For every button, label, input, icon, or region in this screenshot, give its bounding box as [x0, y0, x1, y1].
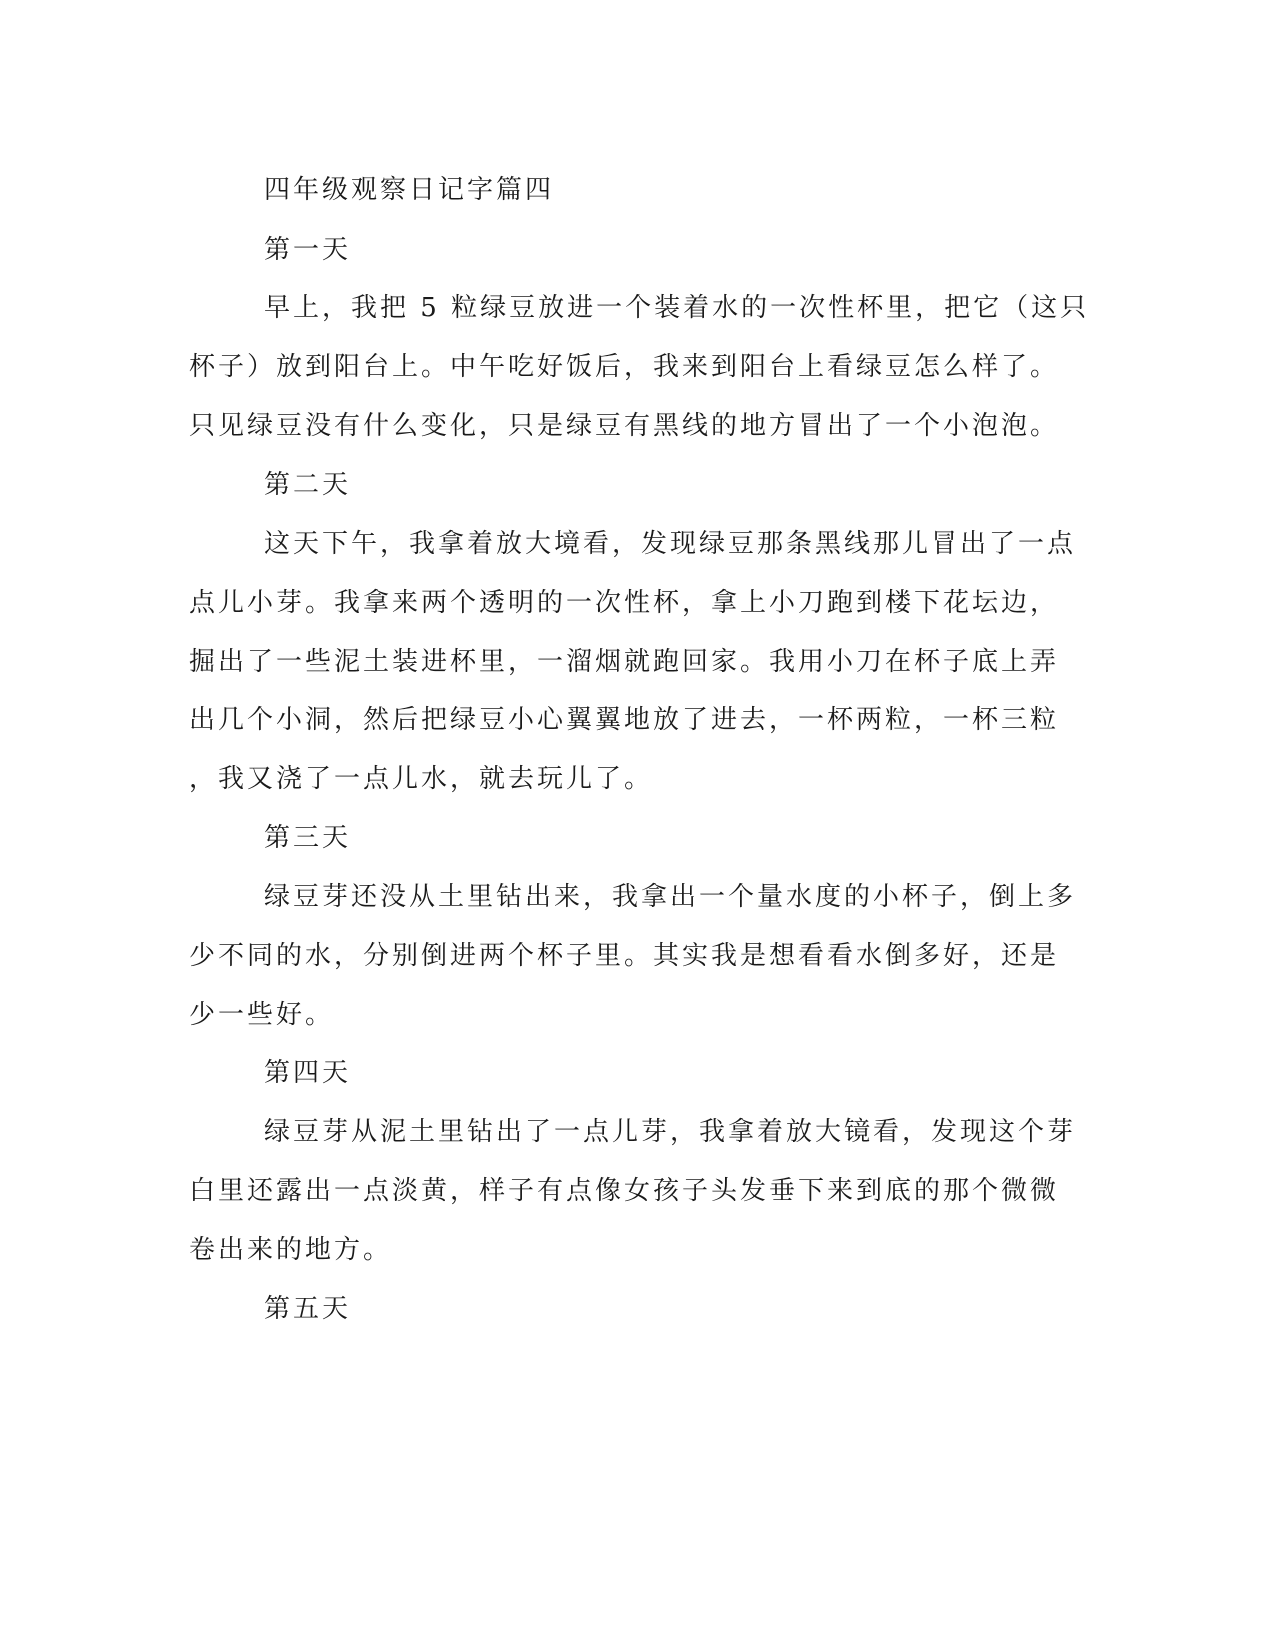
paragraph-line: 只见绿豆没有什么变化，只是绿豆有黑线的地方冒出了一个小泡泡。	[189, 411, 1060, 441]
paragraph-line: 早上，我把 5 粒绿豆放进一个装着水的一次性杯里，把它（这只	[264, 293, 1090, 323]
document-title: 四年级观察日记字篇四	[264, 175, 555, 205]
day-heading: 第一天	[264, 235, 352, 265]
paragraph-line: 点儿小芽。我拿来两个透明的一次性杯，拿上小刀跑到楼下花坛边，	[189, 588, 1060, 618]
paragraph-line: 卷出来的地方。	[189, 1235, 393, 1265]
paragraph-line: 这天下午，我拿着放大境看，发现绿豆那条黑线那儿冒出了一点	[264, 529, 1077, 559]
paragraph-line: 掘出了一些泥土装进杯里，一溜烟就跑回家。我用小刀在杯子底上弄	[189, 647, 1060, 677]
paragraph-line: 杯子）放到阳台上。中午吃好饭后，我来到阳台上看绿豆怎么样了。	[189, 352, 1060, 382]
paragraph-line: 出几个小洞，然后把绿豆小心翼翼地放了进去，一杯两粒，一杯三粒	[189, 705, 1060, 735]
paragraph-line: 白里还露出一点淡黄，样子有点像女孩子头发垂下来到底的那个微微	[189, 1176, 1060, 1206]
day-heading: 第四天	[264, 1058, 352, 1088]
paragraph-line: ，我又浇了一点儿水，就去玩儿了。	[189, 764, 654, 794]
paragraph-line: 少不同的水，分别倒进两个杯子里。其实我是想看看水倒多好，还是	[189, 941, 1060, 971]
day-heading: 第三天	[264, 823, 352, 853]
paragraph-line: 绿豆芽还没从土里钻出来，我拿出一个量水度的小杯子，倒上多	[264, 882, 1077, 912]
paragraph-line: 少一些好。	[189, 1000, 335, 1030]
day-heading: 第五天	[264, 1294, 352, 1324]
day-heading: 第二天	[264, 470, 352, 500]
paragraph-line: 绿豆芽从泥土里钻出了一点儿芽，我拿着放大镜看，发现这个芽	[264, 1117, 1077, 1147]
